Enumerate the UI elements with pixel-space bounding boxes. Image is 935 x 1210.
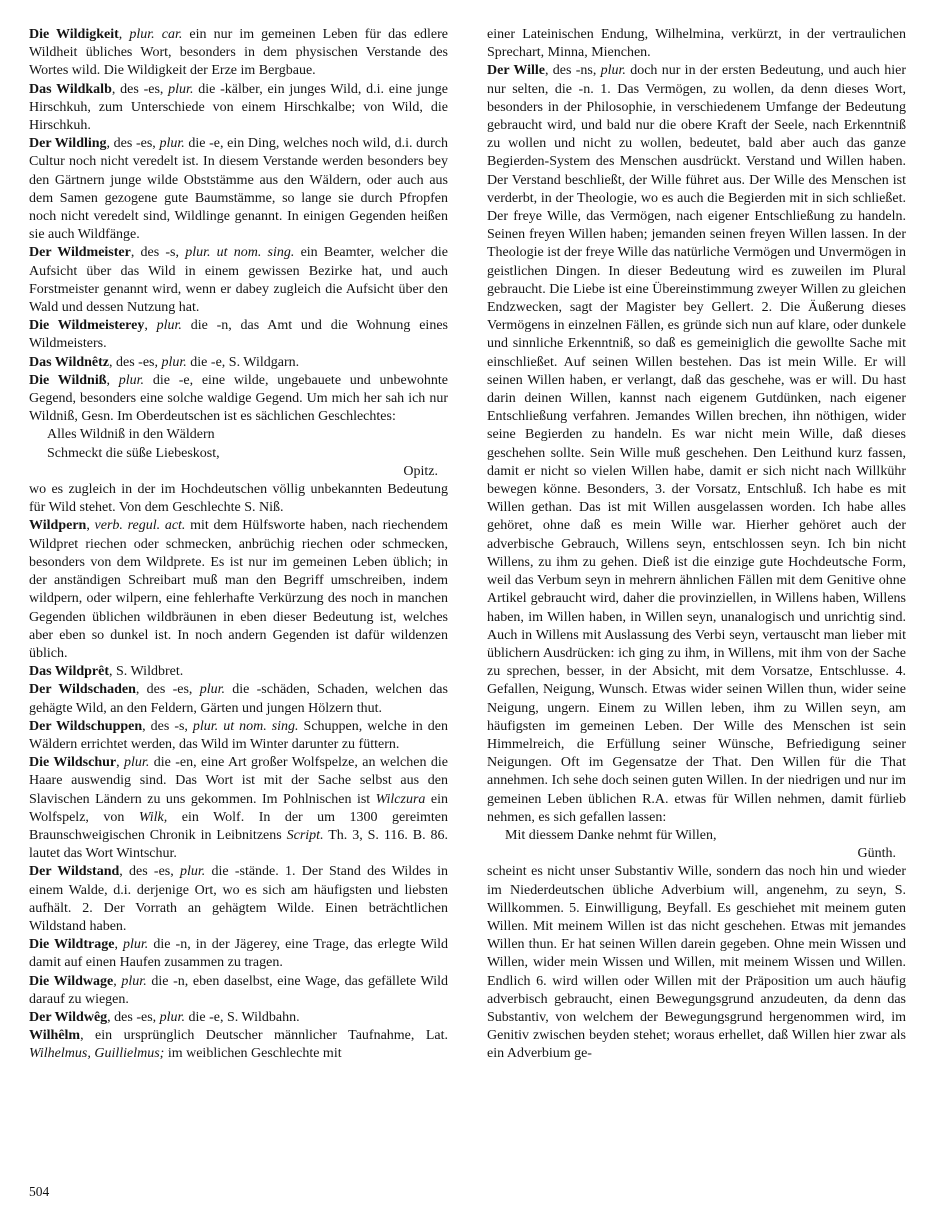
text-paragraph: einer Lateinischen Endung, Wilhelmina, verkürzt, in der vertraulichen Sprechart, Minna, Mienchen.: [487, 27, 906, 61]
dictionary-entry: Der Wildling, des -es, plur. die -e, ein Ding, welches noch wild, d.i. durch Cultur noch nicht veredelt ist. In diesem Verstande werden besonders bey den Gärtnern junge wilde Obststämme aus den Wäldern, oder auch aus dem Samen gezogene gute Baumstämme, so lange sie durch Pfropfen noch nicht veredelt sind, Wildlinge genannt. In einigen Gegenden heißen sie auch Wildfänge.: [29, 136, 448, 243]
dictionary-entry: Das Wildnêtz, des -es, plur. die -e, S. Wildgarn.: [29, 354, 300, 370]
dictionary-entry: Die Wildniß, plur. die -e, eine wilde, ungebauete und unbewohnte Gegend, besonders eine solche waldige Gegend. Um mich her sah ich nur Wildniß, Gesn. Im Oberdeutschen ist es sächlichen Geschlechtes:: [29, 372, 448, 425]
column-left: [29, 26, 448, 1064]
verse-line: Schmeckt die süße Liebeskost,: [47, 445, 220, 461]
dictionary-entry: Die Wildwage, plur. die -n, eben daselbst, eine Wage, das gefällete Wild darauf zu wiegen.: [29, 973, 448, 1007]
dictionary-entry: Die Wildschur, plur. die -en, eine Art großer Wolfspelze, an welchen die Haare auswendig sind. Das Wort ist mit der Sache selbst aus den Slavischen Ländern zu uns gekommen. Im Pohlnischen ist Wilczura ein Wolfspelz, von Wilk, ein Wolf. In der um 1300 gereimten Braunschweigischen Chronik in Leibnitzens Script. Th. 3, S. 116. B. 86. lautet das Wort Wintschur.: [29, 755, 448, 862]
dictionary-entry: Der Wildschaden, des -es, plur. die -schäden, Schaden, welchen das gehägte Wild, an den Feldern, Gärten und jungen Hölzern thut.: [29, 682, 448, 716]
text-paragraph: scheint es nicht unser Substantiv Wille, sondern das noch hin und wieder im Niederdeutschen übliche Adverbium will, angenehm, zu seyn, S. Willkommen. 5. Einwilligung, Beyfall. Es geschiehet mit meinem guten Willen. Mit meinem Willen ist das nicht geschehen. Etwas mit jemandes Willen thun. Er hat seinen Willen darein gegeben. Ohne mein Wissen und Willen, wider mein Wissen und Willen, mit meinem Wissen und Willen. Endlich 6. wird willen oder Willen mit der Präposition um auch häufig adverbisch gebraucht, einen Bewegungsgrund anzudeuten, da denn das Substantiv, von welchem der Bewegungsgrund hergenommen wird, im Genitiv zwischen beyden stehet; woraus erhellet, daß Willen hier zwar als ein Adverbium ge-: [487, 864, 906, 1062]
dictionary-entry: Der Wildschuppen, des -s, plur. ut nom. sing. Schuppen, welche in den Wäldern errichtet werden, das Wild im Winter darunter zu füttern.: [29, 718, 448, 752]
page-number: 504: [29, 1183, 50, 1199]
dictionary-entry: Das Wildkalb, des -es, plur. die -kälber, ein junges Wild, d.i. eine junge Hirschkuh, zum Unterschiede von einem Hirschkalbe; von Wild, die Hirschkuh.: [29, 81, 448, 134]
attribution-line: Opitz.: [403, 463, 438, 479]
attribution-line: Günth.: [857, 846, 896, 862]
column-right: [487, 26, 906, 1064]
dictionary-entry: Der Wildmeister, des -s, plur. ut nom. sing. ein Beamter, welcher die Aufsicht über das Wild in einem gewissen Bezirke hat, und auch Forstmeister genannt wird, wenn er dabey zugleich die Aufsicht über den Wald und dessen Nutzung hat.: [29, 245, 448, 316]
dictionary-entry: Wilhêlm, ein ursprünglich Deutscher männlicher Taufnahme, Lat. Wilhelmus, Guillielmus; im weiblichen Geschlechte mit: [29, 1028, 448, 1062]
text-columns: [29, 26, 906, 1064]
dictionary-entry: Die Wildtrage, plur. die -n, in der Jägerey, eine Trage, das erlegte Wild damit auf einen Haufen zusammen zu tragen.: [29, 937, 449, 971]
dictionary-entry: Die Wildmeisterey, plur. die -n, das Amt und die Wohnung eines Wildmeisters.: [29, 318, 448, 352]
verse-line: Alles Wildniß in den Wäldern: [47, 427, 215, 443]
dictionary-entry: Der Wille, des -ns, plur. doch nur in der ersten Bedeutung, und auch hier nur selten, die -n. 1. Das Vermögen, zu wollen, da denn dieses Wort, besonders in der Philosophie, in verschiedenem Umfange der Bedeutung gebraucht wird, und bald nur die obere Kraft der Seele, nach Erkenntniß zu wollen und nicht zu wollen, bedeutet, bald aber auch das ganze Begierden-System des Menschen ausdrückt. Verstand und Willen haben. Der Verstand beschließt, der Wille führet aus. Der Wille des Menschen ist verderbt, in der Theologie, wo es auch die Begierden mit in sich schließet. Der freye Wille, das Vermögen, nach eigener Entschließung zu handeln. Seinen freyen Willen haben; jemanden seinen freyen Willen lassen. In der Theologie ist der freye Wille das natürliche Vermögen und Unvermögen in geistlichen Dingen. In dieser Bedeutung wird es zuweilen im Plural gebraucht. Die Liebe ist eine Übereinstimmung zweyer Willen zu gleichen Endzwecken, sagt der Magister bey Gellert. 2. Die Äußerung dieses Vermögens in einzelnen Fällen, es gründe sich nun auf klare, oder dunkele und sinnliche Erkenntniß, so daß es gemeiniglich die gewollte Sache mit einschließet. Auf seinen Willen bestehen. Das ist mein Wille. Er will seinen Willen haben, er verlangt, daß das geschehe, was er will. Du hast darin deinen Willen, kannst nach eigenem Gutdünken, nach eigener Entschließung verfahren. Jemandes Willen brechen, ihn nöthigen, wider seine Begierden zu handeln. Es war nicht mein Wille, daß dieses geschehen sollte. Sein Wille muß geschehen. Den Leithund kurz fassen, damit er nicht so vielen Willen habe, damit er sich nicht nach Willkühr bewegen könne. Besonders, 3. der Vorsatz, Entschluß. Ich habe es mit Willen gethan. Das ist mit Willen ausgelassen worden. Ich habe alles gehöret, ohne daß es mein Wille war. Hierher gehöret auch der adverbische Gebrauch, Willens seyn, entschlossen seyn. Ich bin nicht Willens, zu ihm zu gehen. Dieß ist die einzige gute Hochdeutsche Form, weil das Verbum seyn in mehrern ähnlichen Fällen mit dem Genitive ohne Artikel gebraucht wird, daher die provinziellen, in Willens haben, Willens haben, im Willen haben, in Willen seyn, unanalogisch und unrichtig sind. Auch in Willens mit Auslassung des Verbi seyn, vertauscht man lieber mit üblichern Ausdrücken: ich ging zu ihm, in Willens, mit ihm von der Sache zu sprechen, besser, in der Absicht, mit dem Vorsatze, Entschlusse. 4. Gefallen, Neigung, Wunsch. Etwas wider seinen Willen thun, wider seine Neigung, ungern. Einem zu Willen leben, ihm zu Willen seyn, am häufigsten im gemeinen Leben. Der Wille des Menschen ist sein Himmelreich, die Erfüllung seiner Wünsche, Befriedigung seiner Neigungen. Oft im Gegensatze der That. Den Willen für die That annehmen. Ich sehe doch seinen guten Willen. In der niedrigen und nur im gemeinen Leben üblichen R.A. etwas für Willen nehmen, damit fürlieb nehmen, es sich gefallen lassen:: [487, 63, 906, 825]
dictionary-entry: Die Wildigkeit, plur. car. ein nur im gemeinen Leben für das edlere Wildheit übliches Wort, besonders in dem physischen Verstande des Wortes wild. Die Wildigkeit der Erze im Bergbaue.: [29, 27, 449, 79]
dictionary-entry: Wildpern, verb. regul. act. mit dem Hülfsworte haben, nach riechendem Wildpret riechen oder schmecken, anbrüchig riechen oder schmecken, besonders von dem Wildprete. Es ist nur im gemeinen Leben üblich; in der anständigen Schreibart muß man den Begriff umschreiben, indem wildpern, oder wilpern, eine fehlerhafte Verkürzung des noch in manchen Gegenden üblichen wildbräunen in eben dieser Bedeutung ist, welches aber eben so dunkel ist. In noch andern Gegenden ist dafür wildenzen üblich.: [29, 518, 448, 661]
verse-line: Mit diessem Danke nehmt für Willen,: [505, 827, 717, 843]
dictionary-entry: Das Wildprêt, S. Wildbret.: [29, 664, 184, 680]
text-paragraph: wo es zugleich in der im Hochdeutschen völlig unbekannten Bedeutung für Wild stehet. Von dem Geschlechte S. Niß.: [29, 482, 448, 516]
dictionary-entry: Der Wildwêg, des -es, plur. die -e, S. Wildbahn.: [29, 1009, 300, 1025]
dictionary-entry: Der Wildstand, des -es, plur. die -stände. 1. Der Stand des Wildes in einem Walde, d.i. derjenige Ort, wo es sich am häufigsten und liebsten aufhält. 2. Der Vorrath an gehägtem Wilde. Einen beträchtlichen Wildstand haben.: [29, 864, 448, 934]
